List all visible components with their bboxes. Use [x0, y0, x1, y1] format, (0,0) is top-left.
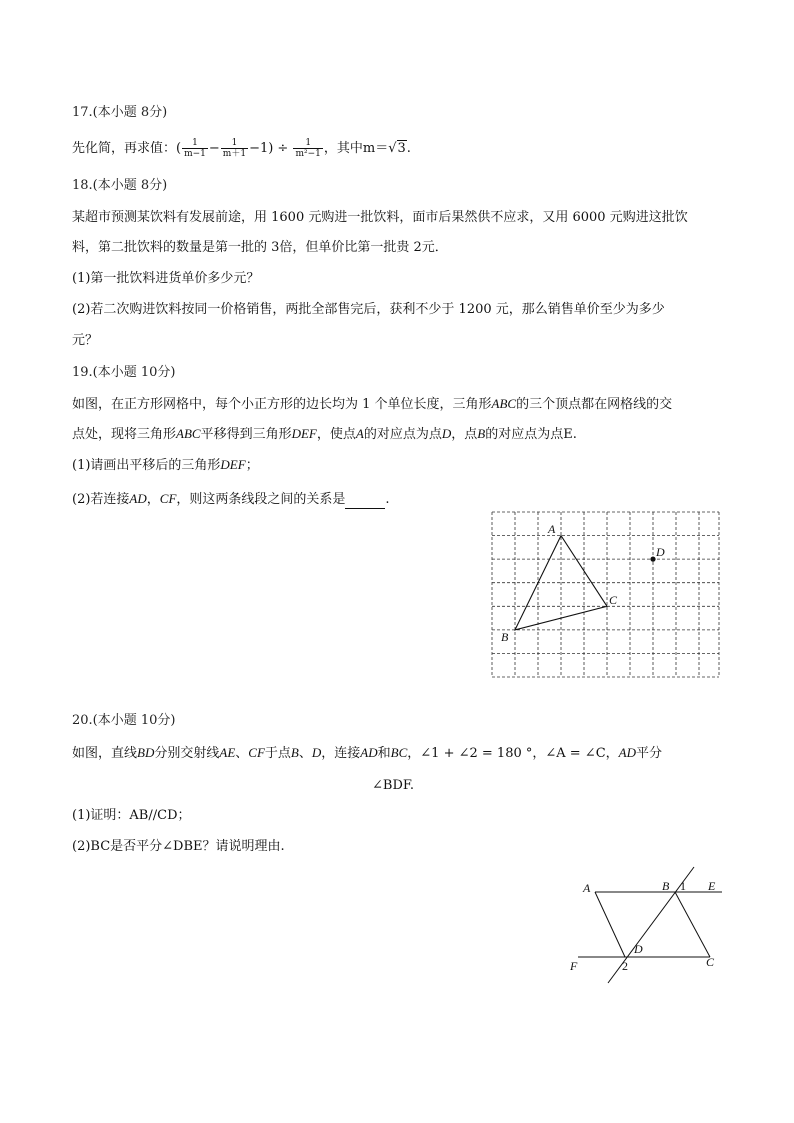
q17-fraction-3: $\frac{1}{\text{m²−1}}$ [295, 138, 321, 159]
label-d: D [634, 942, 643, 956]
q20-part2: (2)BC是否平分∠DBE？请说明理由. [72, 839, 285, 854]
grid-lines [492, 512, 719, 677]
q20-part1: (1)证明：AB//CD； [72, 808, 191, 823]
q19-part1: (1)请画出平移后的三角形DEF； [72, 457, 259, 473]
q17-header: 17.(本小题 8分) [72, 105, 168, 120]
q17-sqrt: √3 [388, 141, 406, 156]
answer-blank[interactable] [345, 496, 385, 509]
q20-geometry-figure [560, 862, 760, 992]
label-e: E [708, 879, 716, 893]
label-a: A [548, 522, 556, 536]
label-d: D [656, 545, 665, 559]
label-c: C [609, 593, 618, 607]
label-b: B [662, 879, 670, 893]
q18-header: 18.(本小题 8分) [72, 178, 168, 193]
q17-problem: 先化简，再求值：( $\frac{1}{m-1}$ − $\frac{1}{m+1}$ −1) ÷ $\frac{1}{\text{m²−1}}$ ，其中m＝√3. [72, 138, 411, 159]
q19-header: 19.(本小题 10分) [72, 365, 176, 380]
q18-part1: (1)第一批饮料进货单价多少元？ [72, 271, 260, 286]
q19-grid-figure [490, 510, 722, 682]
label-2: 2 [622, 959, 628, 973]
segment-ad [595, 892, 625, 957]
q20-header: 20.(本小题 10分) [72, 713, 176, 728]
q20-text-line1: 如图，直线BD分别交射线AE、CF于点B、D，连接AD和BC，∠1 + ∠2 = 180 °，∠A = ∠C，AD平分 [72, 745, 663, 761]
q17-fraction-1: $\frac{1}{m-1}$ [184, 138, 206, 159]
q18-part2-line2: 元？ [72, 333, 99, 348]
q18-text-line1: 某超市预测某饮料有发展前途，用 1600 元购进一批饮料，面市后果然供不应求，又用 6000 元购进这批饮 [72, 210, 688, 225]
label-1: 1 [680, 879, 686, 893]
label-a: A [583, 881, 591, 895]
label-c: C [706, 955, 715, 969]
label-f: F [570, 959, 578, 973]
segment-bc [675, 892, 710, 957]
q17-prefix: 先化简，再求值：( [72, 141, 182, 156]
q18-part2-line1: (2)若二次购进饮料按同一价格销售，两批全部售完后，获利不少于 1200 元，那么销售单价至少为多少 [72, 302, 665, 317]
q19-text-line2: 点处，现将三角形ABC平移得到三角形DEF，使点A的对应点为点D，点B的对应点为点E. [72, 426, 577, 442]
q19-text-line1: 如图，在正方形网格中，每个小正方形的边长均为 1 个单位长度，三角形ABC的三个顶点都在网格线的交 [72, 396, 673, 412]
q20-text-line2: ∠BDF. [372, 778, 414, 793]
point-d [650, 557, 655, 562]
q17-fraction-2: $\frac{1}{m+1}$ [222, 138, 247, 159]
label-b: B [501, 630, 509, 644]
q18-text-line2: 料，第二批饮料的数量是第一批的 3倍，但单价比第一批贵 2元． [72, 240, 448, 255]
q19-part2: (2)若连接AD，CF，则这两条线段之间的关系是 . [72, 491, 390, 507]
